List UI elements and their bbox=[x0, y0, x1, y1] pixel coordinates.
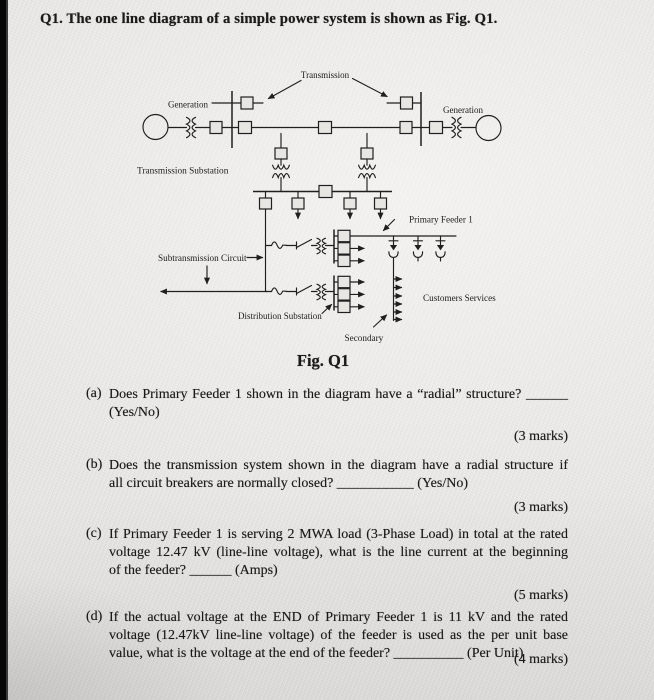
primary-feeder-pointer bbox=[384, 220, 395, 231]
question-d-line: If the actual voltage at the END of Primary Feeder 1 is 11 kV and the rated bbox=[109, 610, 568, 625]
question-c bbox=[86, 526, 568, 605]
question-title: Q1. The one line diagram of a simple power system is shown as Fig. Q1. bbox=[40, 11, 498, 27]
question-a-marks: (3 marks) bbox=[513, 429, 568, 445]
label-primary-feeder-1: Primary Feeder 1 bbox=[409, 214, 473, 225]
question-a-line: (Yes/No) bbox=[109, 405, 160, 421]
question-a-line: Does Primary Feeder 1 shown in the diagram have a “radial” structure? ______ bbox=[109, 387, 568, 402]
disconnect-switch bbox=[297, 286, 312, 294]
label-transmission-substation: Transmission Substation bbox=[137, 166, 229, 177]
breaker bbox=[260, 198, 272, 209]
label-subtransmission-circuit: Subtransmission Circuit bbox=[158, 253, 247, 263]
question-d-line: value, what is the voltage at the end of the feeder? __________ (Per Unit) bbox=[109, 646, 524, 662]
breaker bbox=[241, 97, 253, 109]
breaker bbox=[239, 122, 252, 134]
breaker bbox=[292, 198, 304, 209]
left-generator bbox=[143, 115, 210, 140]
breaker bbox=[338, 289, 350, 300]
question-c-line: If Primary Feeder 1 is serving 2 MWA load (3-Phase Load) in total at the rated bbox=[109, 527, 568, 542]
question-a-label: (a) bbox=[86, 386, 102, 401]
breaker bbox=[361, 148, 373, 159]
figure-caption: Fig. Q1 bbox=[296, 351, 350, 370]
breaker bbox=[430, 122, 443, 134]
question-c-line: voltage 12.47 kV (line-line voltage), what is the line current at the beginning bbox=[109, 545, 568, 561]
label-generation-left: Generation bbox=[168, 99, 208, 110]
question-c-label: (c) bbox=[86, 526, 102, 541]
question-a bbox=[86, 386, 568, 447]
breaker bbox=[275, 148, 287, 159]
substation-transformers bbox=[273, 134, 376, 192]
question-d-label: (d) bbox=[86, 609, 103, 624]
distribution-transformer bbox=[389, 236, 398, 321]
question-c-line: of the feeder? ______ (Amps) bbox=[109, 563, 278, 579]
question-b-line: Does the transmission system shown in the diagram have a radial structure if bbox=[109, 458, 568, 473]
breaker bbox=[319, 186, 332, 198]
breaker bbox=[319, 122, 332, 134]
question-d bbox=[86, 609, 568, 669]
right-generator bbox=[452, 116, 501, 141]
breaker bbox=[338, 230, 350, 241]
label-customers-services: Customers Services bbox=[423, 293, 496, 303]
question-d-marks: (4 marks) bbox=[513, 651, 568, 667]
distribution-transformer bbox=[436, 236, 445, 261]
breaker bbox=[400, 122, 412, 134]
question-b-label: (b) bbox=[86, 457, 103, 472]
question-b bbox=[86, 457, 568, 518]
label-generation-right: Generation bbox=[443, 105, 483, 115]
distribution-substation-pointer bbox=[322, 305, 332, 314]
distribution-substation-row-2 bbox=[161, 276, 364, 314]
label-transmission: Transmission bbox=[300, 70, 350, 80]
substation-bus bbox=[253, 186, 392, 292]
breaker bbox=[338, 276, 350, 287]
breaker bbox=[375, 198, 387, 209]
breaker bbox=[344, 198, 356, 209]
breaker bbox=[338, 255, 350, 266]
label-secondary: Secondary bbox=[344, 333, 384, 343]
breaker bbox=[338, 243, 350, 254]
question-d-line: voltage (12.47kV line-line voltage) of the feeder is used as the per unit base bbox=[109, 628, 568, 644]
label-distribution-substation: Distribution Substation bbox=[238, 311, 322, 321]
transmission-pointer-right bbox=[353, 79, 388, 97]
disconnect-switch bbox=[297, 240, 312, 248]
breaker bbox=[338, 301, 350, 312]
distribution-substation-row-1 bbox=[266, 220, 457, 267]
feeder-distribution-transformers bbox=[389, 236, 445, 321]
question-c-marks: (5 marks) bbox=[513, 587, 568, 603]
secondary-customer-drops bbox=[374, 279, 402, 327]
question-b-marks: (3 marks) bbox=[513, 500, 568, 516]
transmission-branches bbox=[212, 79, 421, 110]
breaker bbox=[401, 97, 413, 109]
transmission-pointer-left bbox=[269, 81, 302, 99]
secondary-pointer bbox=[374, 315, 387, 327]
distribution-transformer bbox=[413, 236, 422, 261]
question-b-line: all circuit breakers are normally closed? ___________ (Yes/No) bbox=[109, 476, 468, 492]
breaker bbox=[210, 122, 222, 134]
